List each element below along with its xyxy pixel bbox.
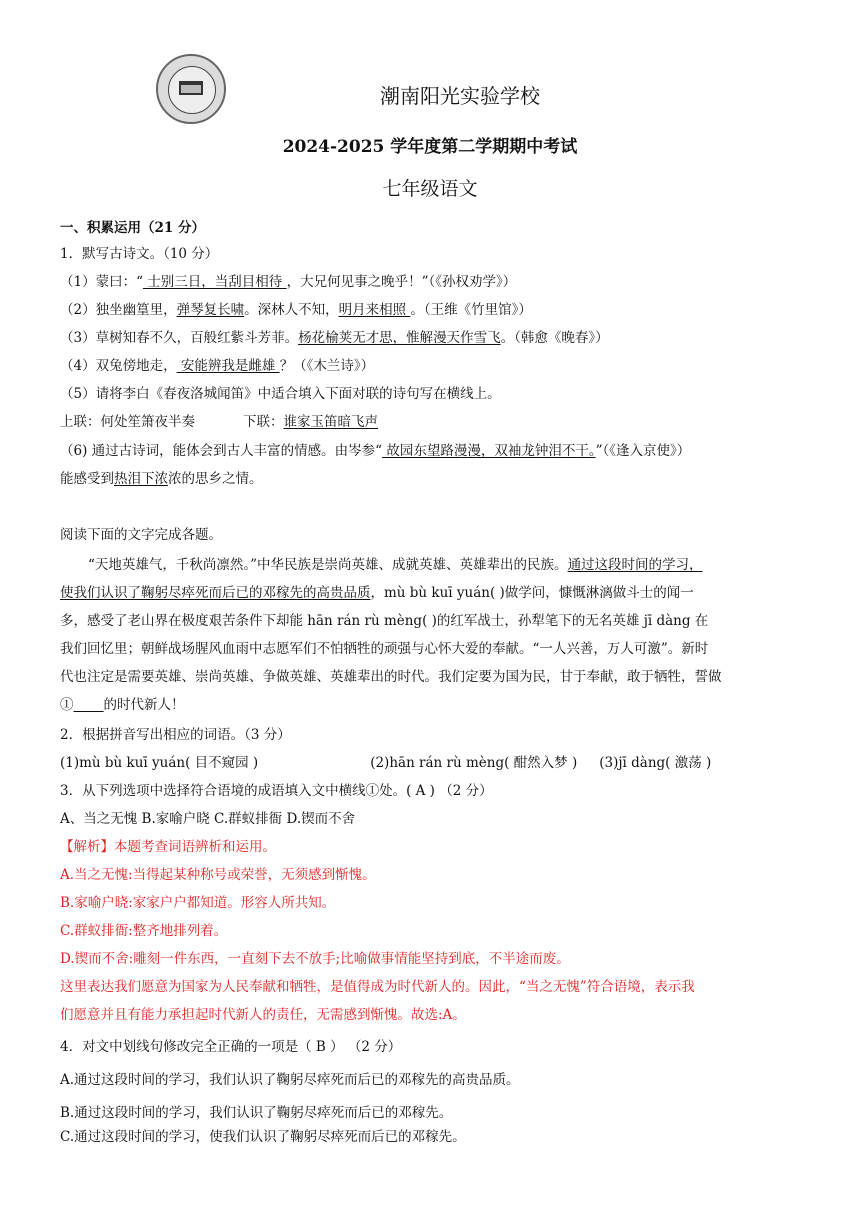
q1-4-pre: （4）双兔傍地走， [60, 358, 177, 374]
couplet-line [60, 413, 378, 431]
q2-answers [60, 754, 711, 772]
q1-2-pre: （2）独坐幽篁里， [60, 302, 177, 318]
passage-line-2 [60, 584, 694, 602]
analysis-label: 【解析】 [60, 839, 114, 855]
passage-line-1 [88, 556, 703, 574]
q3-explain-a: A.当之无愧:当得起某种称号或荣誉，无须感到惭愧。 [60, 867, 376, 883]
q3-explain-c: C.群蚁排衙:整齐地排列着。 [60, 923, 228, 939]
passage-6-text: 的时代新人！ [103, 697, 185, 713]
passage-underlined-sentence-1: 通过这段时间的学习， [567, 557, 703, 573]
q1-1-post: ，大兄何见事之晚乎！”（《孙权劝学》） [286, 274, 517, 290]
section-title: 一、积累运用（21 分） [60, 220, 205, 236]
q1-line-2 [60, 301, 532, 319]
school-name: 潮南阳光实验学校 [380, 84, 540, 108]
passage-6-marker: ① [60, 697, 74, 713]
q1-2-mid: 。深林人不知， [244, 302, 339, 318]
q1-3-post: 。（韩愈《晚春》） [500, 330, 609, 346]
couplet-up: 上联：何处笙箫夜半奏 [60, 414, 195, 430]
q1-1-answer: 士别三日，当刮目相待 [143, 274, 287, 290]
q3-explain-b: B.家喻户晓:家家户户都知道。形容人所共知。 [60, 895, 336, 911]
passage-1-text: “天地英雄气，千秋尚凛然。”中华民族是崇尚英雄、成就英雄、英雄辈出的民族。 [88, 557, 568, 573]
q1-line-6a [60, 442, 690, 460]
q1-2-post: 。（王维《竹里馆》） [410, 302, 532, 318]
analysis-text: 本题考查词语辨析和运用。 [114, 839, 276, 855]
passage-line-4: 我们回忆里；朝鲜战场腥风血雨中志愿军们不怕牺牲的顽强与心怀大爱的奉献。“一人兴善，万人可激”。新时 [60, 641, 709, 657]
passage-underlined-sentence-2: 使我们认识了鞠躬尽瘁死而后已的邓稼先的高贵品质 [60, 585, 371, 601]
q1-4-answer: 安能辨我是雌雄 [176, 358, 280, 374]
q3-options: A、当之无愧 B.家喻户晓 C.群蚁排衙 D.锲而不舍 [60, 811, 356, 827]
q4-stem: 4．对文中划线句修改完全正确的一项是（ B ） （2 分） [60, 1039, 402, 1055]
couplet-down-label: 下联： [243, 414, 284, 430]
q4-option-a: A.通过这段时间的学习，我们认识了鞠躬尽瘁死而后已的邓稼先的高贵品质。 [60, 1072, 520, 1088]
q4-option-c: C.通过这段时间的学习，使我们认识了鞠躬尽瘁死而后已的邓稼先。 [60, 1129, 466, 1145]
q3-stem: 3．从下列选项中选择符合语境的成语填入文中横线①处。( A ) （2 分） [60, 783, 493, 799]
q2-answer-1: (1)mù bù kuī yuán( 目不窥园 ) [60, 755, 259, 771]
q1-2-answer-1: 弹琴复长啸 [176, 302, 245, 318]
q1-6b-answer: 热泪下浓 [114, 471, 168, 487]
reading-intro: 阅读下面的文字完成各题。 [60, 527, 222, 543]
q1-stem: 1．默写古诗文。（10 分） [60, 246, 219, 262]
q1-6b-post: 浓的思乡之情。 [168, 471, 263, 487]
q1-line-4 [60, 357, 374, 375]
q1-line-6b [60, 470, 263, 488]
q1-6-post: ”（《逢入京使》） [595, 443, 691, 459]
q1-line-5: （5）请将李白《春夜洛城闻笛》中适合填入下面对联的诗句写在横线上。 [60, 386, 501, 402]
q3-summary-1: 这里表达我们愿意为国家为人民奉献和牺牲，是值得成为时代新人的。因此，“当之无愧”符合语境，表示我 [60, 979, 695, 995]
passage-2-text: ，mù bù kuī yuán( )做学问，慷慨淋漓做斗士的闻一 [370, 585, 694, 601]
q1-4-post: ？（《木兰诗》） [279, 358, 375, 374]
couplet-down-answer: 谁家玉笛暗飞声 [283, 414, 378, 430]
q1-3-pre: （3）草树知春不久，百般红紫斗芳菲。 [60, 330, 299, 346]
q2-answer-2: (2)hān rán rù mèng( 酣然入梦 ) [370, 755, 578, 771]
q1-3-answer: 杨花榆荚无才思，惟解漫天作雪飞 [298, 330, 501, 346]
passage-line-5: 代也注定是需要英雄、崇尚英雄、争做英雄、英雄辈出的时代。我们定要为国为民，甘于奉献，敢于牺牲，誓做 [60, 669, 722, 685]
passage-line-6 [60, 696, 185, 714]
q2-stem: 2．根据拼音写出相应的词语。（3 分） [60, 727, 291, 743]
passage-line-3: 多，感受了老山界在极度艰苦条件下却能 hān rán rù mèng( )的红军战士，孙犁笔下的无名英雄 jī dàng 在 [60, 613, 709, 629]
q3-explain-d: D.锲而不舍:雕刻一件东西，一直刻下去不放手;比喻做事情能坚持到底，不半途而废。 [60, 951, 570, 967]
q3-summary-2: 们愿意并且有能力承担起时代新人的责任，无需感到惭愧。故选:A。 [60, 1007, 466, 1023]
q1-6-pre: （6) 通过古诗词，能体会到古人丰富的情感。由岑参“ [60, 443, 383, 459]
subject-title: 七年级语文 [382, 178, 478, 200]
exam-title: 2024-2025 学年度第二学期期中考试 [282, 137, 578, 157]
q1-1-pre: （1）蒙曰：“ [60, 274, 143, 290]
passage-6-blank [74, 697, 104, 713]
q1-6-answer: 故园东望路漫漫，双袖龙钟泪不干。 [382, 443, 596, 459]
q3-analysis [60, 838, 276, 856]
q1-line-3 [60, 329, 609, 347]
q1-6b-pre: 能感受到 [60, 471, 114, 487]
q1-line-1 [60, 273, 516, 291]
q1-2-answer-2: 明月来相照 [338, 302, 411, 318]
q4-option-b: B.通过这段时间的学习，我们认识了鞠躬尽瘁死而后已的邓稼先。 [60, 1105, 453, 1121]
q2-answer-3: (3)jī dàng( 激荡 ) [599, 755, 712, 771]
